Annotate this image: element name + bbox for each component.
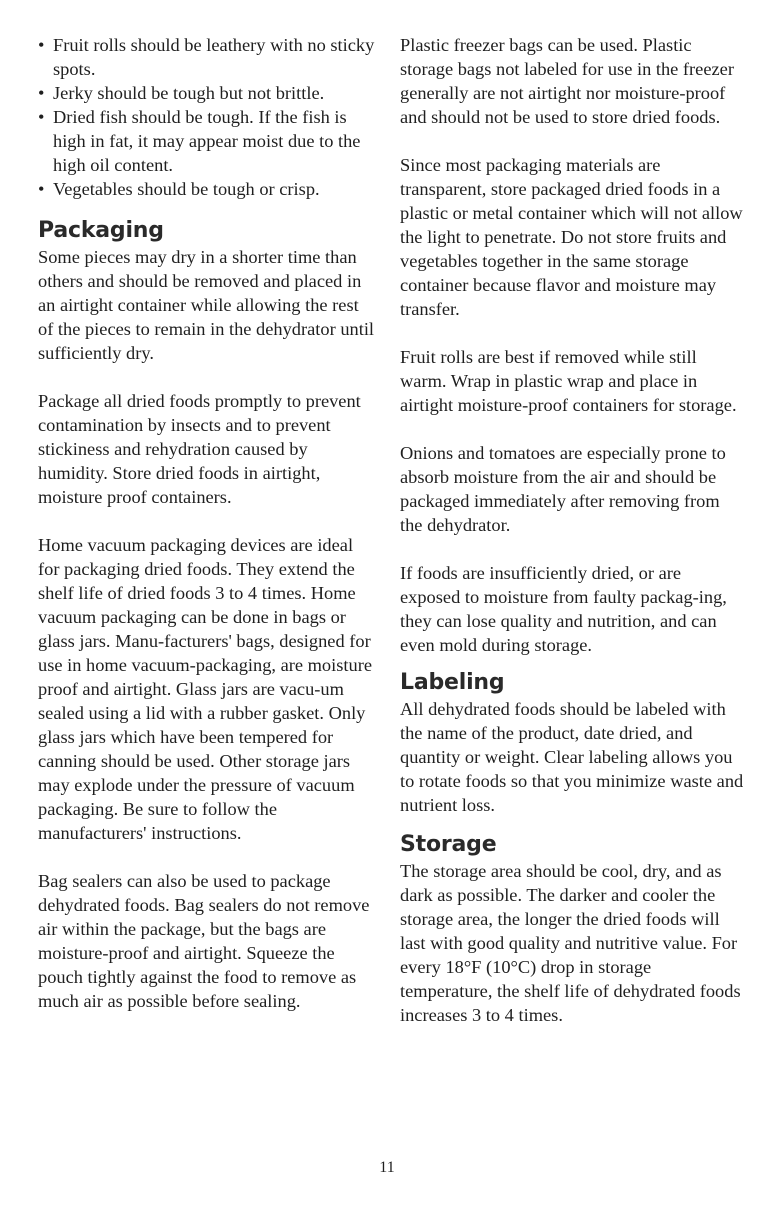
labeling-heading: Labeling xyxy=(400,670,505,695)
packaging-paragraph-8: Onions and tomatoes are especially prone to absorb moisture from the air and should be packaged immediately after removing from the dehydrator. xyxy=(400,443,726,535)
packaging-paragraph-5: Plastic freezer bags can be used. Plastic storage bags not labeled for use in the freezer generally are not airtight nor moisture-proof and should not be used to store dried foods. xyxy=(400,35,734,127)
packaging-paragraph-1: Some pieces may dry in a shorter time than others and should be removed and placed in an airtight container while allowing the rest of the pieces to remain in the dehydrator until sufficiently dry. xyxy=(38,247,375,363)
packaging-paragraph-3: Home vacuum packaging devices are ideal for packaging dried foods. They extend the shelf life of dried foods 3 to 4 times. Home vacuum packaging can be done in bags or glass jars. Manu-facturers' bags, designed for use in home vacuum-packaging, are moisture proof and airtight. Glass jars are vacu-um sealed using a lid with a rubber gasket. Only glass jars which have been tempered for canning should be used. Other storage jars may explode under the pressure of vacuum packaging. Be sure to follow the manufacturers' instructions. xyxy=(38,535,372,843)
labeling-paragraph: All dehydrated foods should be labeled with the name of the product, date dried, and quantity or weight. Clear labeling allows you to rotate foods so that you minimize waste and nutrient loss. xyxy=(400,699,744,815)
packaging-paragraph-7: Fruit rolls are best if removed while still warm. Wrap in plastic wrap and place in airtight moisture-proof containers for storage. xyxy=(400,347,737,415)
bullet-vegetables: • Vegetables should be tough or crisp. xyxy=(38,177,378,201)
packaging-paragraph-9: If foods are insufficiently dried, or are exposed to moisture from faulty packag-ing, they can lose quality and nutrition, and can even mold during storage. xyxy=(400,563,727,655)
packaging-paragraph-2: Package all dried foods promptly to prevent contamination by insects and to prevent stickiness and rehydration caused by humidity. Store dried foods in airtight, moisture proof containers. xyxy=(38,391,361,507)
bullet-jerky: • Jerky should be tough but not brittle. xyxy=(38,81,378,105)
bullet-fruit-rolls: • Fruit rolls should be leathery with no sticky spots. xyxy=(38,33,378,81)
packaging-paragraph-6: Since most packaging materials are transparent, store packaged dried foods in a plastic or metal container which will not allow the light to penetrate. Do not store fruits and vegetables together in the same storage container because flavor and moisture may transfer. xyxy=(400,155,743,319)
doneness-bullet-list xyxy=(38,33,378,201)
page-number: 11 xyxy=(379,1159,395,1176)
packaging-heading: Packaging xyxy=(38,218,164,243)
left-column xyxy=(38,33,378,1013)
storage-heading: Storage xyxy=(400,832,497,857)
packaging-paragraph-4: Bag sealers can also be used to package dehydrated foods. Bag sealers do not remove air within the package, but the bags are moisture-proof and airtight. Squeeze the pouch tightly against the food to remove as much air as possible before sealing. xyxy=(38,871,370,1011)
storage-paragraph: The storage area should be cool, dry, and as dark as possible. The darker and cooler the storage area, the longer the dried foods will last with good quality and nutritive value. For every 18°F (10°C) drop in storage temperature, the shelf life of dehydrated foods increases 3 to 4 times. xyxy=(400,861,741,1025)
bullet-dried-fish: • Dried fish should be tough. If the fish is high in fat, it may appear moist due to the high oil content. xyxy=(38,105,378,177)
right-column xyxy=(400,33,745,1027)
